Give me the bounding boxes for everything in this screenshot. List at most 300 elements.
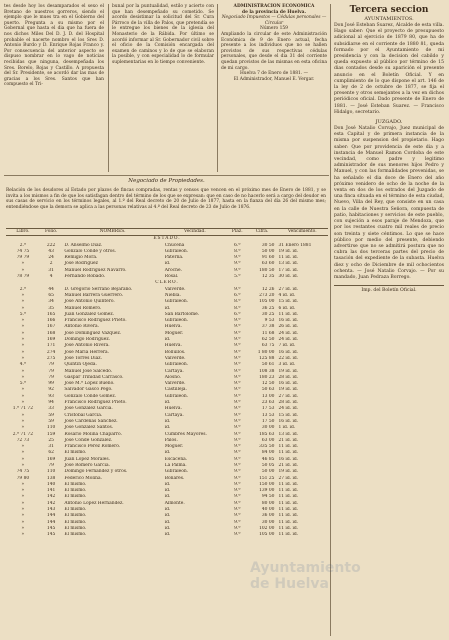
table-cell: 9.ª — [234, 507, 241, 513]
table-cell: Cumbres Mayores. — [164, 431, 207, 437]
table-cell: 9.ª — [234, 513, 241, 519]
table-cell: 1 id. id. — [278, 425, 296, 431]
table-cell: 11 id. id. — [278, 255, 299, 261]
table-cell: 9.ª — [234, 425, 241, 431]
table-cell: 8.ª — [234, 305, 241, 311]
table-header-cell: Cifra. — [248, 229, 277, 236]
table-cell: 171 — [46, 343, 56, 349]
table-cell: » — [21, 519, 25, 525]
table-cell: 11 id. id. — [278, 481, 299, 487]
table-cell: 274 — [46, 349, 56, 355]
table-cell: 27 id. id. — [278, 475, 299, 481]
table-cell: 59 — [48, 412, 54, 418]
table-header-row — [6, 229, 328, 236]
table-cell: 9.ª — [234, 469, 241, 475]
table-cell: 17 50 — [261, 418, 275, 424]
table-cell: 79 79 — [16, 255, 30, 261]
table-cell: 33 — [48, 406, 54, 412]
table-cell: Rosario Molina Chaparro. — [64, 431, 122, 437]
table-cell: 94 — [48, 400, 54, 406]
table-row — [6, 324, 328, 330]
table-cell: Gibraleón. — [164, 469, 189, 475]
table-cell: 13 id. id. — [278, 431, 299, 437]
table-cell: Valverde. — [164, 381, 186, 387]
table-cell: 11 id. id. — [278, 507, 299, 513]
table-cell: El mismo. — [64, 519, 87, 525]
table-cell: Francisco Rodriguez Prieto. — [64, 318, 127, 324]
table-cell: id. — [164, 305, 171, 311]
table-cell: 65 — [48, 292, 54, 298]
table-cell: 31 Enero 1881 — [278, 242, 312, 248]
table-cell: 110 — [46, 425, 56, 431]
table-cell: Niebla. — [164, 292, 181, 298]
table-cell: 168 — [46, 330, 56, 336]
table-cell: 27 id. id. — [278, 393, 299, 399]
table-cell: » — [21, 444, 25, 450]
table-cell: 11 68 — [261, 330, 275, 336]
table-cell: id. — [164, 400, 171, 406]
table-cell: 36 25 — [261, 305, 275, 311]
table-cell: 9.ª — [234, 255, 241, 261]
table-cell: Huelva. — [164, 324, 182, 330]
table-cell: 2.ª 71 72 — [12, 431, 34, 437]
table-cell: Domingo Rodriguez. — [64, 337, 111, 343]
table-cell: Gibraleón. — [164, 362, 189, 368]
table-cell: 50 61 — [261, 362, 275, 368]
table-cell: San Bartolomé. — [164, 311, 200, 317]
table-cell: 9.ª — [234, 330, 241, 336]
imprint-footer: Imp. del Boletín Oficial. — [334, 285, 444, 294]
table-cell: 335 50 — [259, 444, 275, 450]
table-cell: Palos. — [164, 437, 178, 443]
table-cell: 30 25 — [261, 311, 275, 317]
table-cell: Gonzalo Conde Gomez. — [64, 393, 117, 399]
table-cell: 9.ª — [234, 494, 241, 500]
table-cell: 166 — [46, 318, 56, 324]
table-cell: 13 00 — [261, 393, 275, 399]
table-cell: 13 53 — [261, 412, 275, 418]
table-cell: 15 id. id. — [278, 412, 299, 418]
table-cell: José Conde Gonzalez. — [64, 437, 113, 443]
table-cell: Bollullos. — [164, 349, 186, 355]
table-cell: Francisco Perez Romero. — [64, 444, 121, 450]
table-cell: 108 38 — [259, 368, 275, 374]
table-cell: José Antonio Rivera. — [64, 343, 110, 349]
table-cell: 28 id. id. — [278, 374, 299, 380]
table-cell: Moguer. — [164, 330, 184, 336]
negociado-intro: Relación de los deudores al Estado por plazos de fincas compradas, rentas y censos que vencen en el próximo mes de Enero de 1881, y se invita a los mismos a fin de que los satisfagan dentro del término de los que se expresan: que en caso de no hacerlo será a cargo del deudor en sus casas de servicio en los términos legales, al 1.º del Real decreto de 20 de Julio de 1877, hasta en la fianza del día 26 del mismo mes; entendiéndose que la demora se aplica a las personas relativas al 4.º del Real decreto de 23 de Julio de 1876. — [6, 188, 326, 210]
table-cell: Alosno. — [164, 374, 182, 380]
table-cell: 79 — [48, 362, 54, 368]
table-cell: » — [21, 292, 25, 298]
table-cell: 9.ª — [234, 337, 241, 343]
table-cell: 1.ª 71 72 — [12, 406, 34, 412]
table-cell: 3 id. id. — [278, 362, 296, 368]
table-cell: José M.ª López Bueno. — [64, 381, 115, 387]
table-cell: 11 id. id. — [278, 519, 299, 525]
table-cell: 4 id. id. — [278, 292, 296, 298]
notice-heading-2: de la provincia de Huelva. — [242, 9, 306, 15]
table-cell: 275 — [46, 355, 56, 361]
table-cell: 9.ª — [234, 456, 241, 462]
table-cell: id. — [164, 425, 171, 431]
table-cell: 19 id. id. — [278, 387, 299, 393]
table-cell: 25 — [48, 437, 54, 443]
table-cell: 273 20 — [259, 292, 275, 298]
table-cell: 40 00 — [261, 507, 275, 513]
table-cell: » — [21, 456, 25, 462]
table-row — [6, 243, 328, 249]
table-cell: El mismo. — [64, 532, 87, 538]
table-cell: 5.ª — [19, 381, 27, 387]
table-cell: Castilleja. — [164, 387, 187, 393]
table-cell: 27 id. id. — [278, 286, 299, 292]
table-cell: 222 — [46, 242, 56, 248]
table-cell: » — [21, 488, 25, 494]
table-cell: 8.ª — [234, 299, 241, 305]
table-cell: Moguer. — [164, 444, 184, 450]
table-cell: 9.ª — [234, 406, 241, 412]
table-cell: » — [21, 337, 25, 343]
table-cell: José Romero García. — [64, 462, 111, 468]
table-cell: » — [21, 343, 25, 349]
table-cell: 44 — [48, 286, 54, 292]
table-cell: Juan Gonzalez Gomez. — [64, 311, 115, 317]
table-cell: 12 26 — [261, 286, 275, 292]
table-cell: 9.ª — [234, 481, 241, 487]
table-cell: » — [21, 500, 25, 506]
table-cell: 99 — [48, 381, 54, 387]
table-header-cell: Folio. — [40, 229, 63, 236]
table-cell: 11 id. id. — [278, 311, 299, 317]
table-cell: » — [21, 387, 25, 393]
table-cell: 140 — [46, 481, 56, 487]
table-cell: 6.ª — [234, 242, 241, 248]
table-cell: 63 75 — [261, 343, 275, 349]
table-cell: Salvador Gasco Pego. — [64, 387, 113, 393]
table-cell: 9.ª — [234, 525, 241, 531]
table-cell: 23 63 — [261, 400, 275, 406]
table-cell: El mismo. — [64, 507, 87, 513]
table-cell: » — [21, 494, 25, 500]
table-cell: 19 id. id. — [278, 469, 299, 475]
ayuntamiento-notice: Don José Esteban Suarez, Alcalde de esta villa. Hago saber: Que el proyecto de presupuesto adicional al ejercicio de 1879 80, que ha de subsidiarse en el corriente de 1880 81, queda formado por el Ayuntamiento de mi presidencia y con la decision del cabildo y queda expuesto al público por término de 15 dias contados desde su aparición el presente anuncio en el Boletín Oficial. Y en cumplimiento de lo que dispone el art. 146 de la ley de 2 de octubre de 1877, se fija el presente y otros semejantes a la vez en dichos periódicos oficial. Dado presente de Enero de 1881. — José Esteban Suarez. — Francisco Hidalgo, secretario. — [334, 23, 444, 115]
table-cell: » — [21, 261, 25, 267]
table-cell: 138 — [46, 475, 56, 481]
table-cell: id. — [164, 513, 171, 519]
table-cell: id. — [164, 507, 171, 513]
notice-sign-name: El Administrador, Manuel E. Vergar. — [233, 76, 315, 82]
table-cell: 110 — [46, 469, 56, 475]
table-cell: José Gonzalez Santos. — [64, 425, 114, 431]
table-cell: Gonzalo Conde y otros. — [64, 248, 117, 254]
table-cell: 125 88 — [259, 355, 275, 361]
tercera-seccion-column — [334, 4, 444, 294]
table-cell: 143 — [46, 507, 56, 513]
table-cell: 62 50 — [261, 337, 275, 343]
table-cell: El mismo. — [64, 488, 87, 494]
table-cell: 9.ª — [234, 400, 241, 406]
table-cell: 9.ª — [234, 500, 241, 506]
deudores-table — [6, 228, 328, 539]
table-cell: » — [21, 450, 25, 456]
table-cell: 145 — [46, 525, 56, 531]
table-cell: 9.ª — [234, 368, 241, 374]
table-cell: 31 — [48, 267, 54, 273]
table-cell: 180 23 — [259, 374, 275, 380]
table-row — [6, 476, 328, 482]
table-cell: 79 — [48, 462, 54, 468]
table-cell: 180 50 — [259, 267, 275, 273]
table-cell: 169 — [46, 337, 56, 343]
table-cell: 9.ª — [234, 462, 241, 468]
table-cell: » — [21, 349, 25, 355]
table-cell: » — [21, 368, 25, 374]
table-cell: Huelva. — [164, 406, 182, 412]
table-cell: 24 id. id. — [278, 406, 299, 412]
table-cell: 31 — [48, 444, 54, 450]
table-cell: » — [21, 481, 25, 487]
table-cell: José Torres Diaz. — [64, 355, 102, 361]
table-cell: Jose Rodriguez — [64, 261, 98, 267]
table-cell: El mismo. — [64, 481, 87, 487]
table-cell: 11 id. id. — [278, 444, 299, 450]
table-cell: José Antonio Quintero. — [64, 299, 115, 305]
table-cell: 21 id. id. — [278, 462, 299, 468]
table-cell: 12 35 — [261, 274, 275, 280]
table-header-cell: Vecindad. — [163, 229, 227, 236]
table-cell: » — [21, 330, 25, 336]
table-cell: Gibraleón. — [164, 299, 189, 305]
table-cell: José María Herrera. — [64, 349, 110, 355]
table-cell: 72 73 — [16, 437, 30, 443]
table-cell: 80 00 — [261, 500, 275, 506]
table-cell: » — [21, 305, 25, 311]
table-cell: Remigio Mora. — [64, 255, 98, 261]
table-cell: El mismo. — [64, 525, 87, 531]
notice-sign-date: Huelva 7 de Enero de 1881. — — [239, 71, 309, 77]
table-cell: Cartaya. — [164, 412, 184, 418]
table-cell: » — [21, 393, 25, 399]
table-cell: 36 00 — [261, 513, 275, 519]
table-cell: Gibraleón. — [164, 248, 189, 254]
administracion-notice — [221, 4, 327, 82]
table-cell: 11 id. id. — [278, 525, 299, 531]
table-cell: Manuel Barrera Guerrero. — [64, 292, 124, 298]
table-cell: 9.ª — [234, 393, 241, 399]
table-cell: 9.ª — [234, 387, 241, 393]
table-cell: 24 id. id. — [278, 337, 299, 343]
table-cell: 9.ª — [234, 488, 241, 494]
table-cell: 94 50 — [261, 494, 275, 500]
table-cell: 144 — [46, 513, 56, 519]
table-cell: 11 id. id. — [278, 494, 299, 500]
table-header-cell: NOMBRES. — [62, 229, 162, 236]
table-cell: 16 id. id. — [278, 418, 299, 424]
table-cell: 105 00 — [259, 532, 275, 538]
table-cell: 16 id. id. — [278, 318, 299, 324]
table-cell: Manuel Rodriguez Navarro. — [64, 267, 127, 273]
table-cell: Fernando Robado. — [64, 274, 106, 280]
table-cell: 17 id. id. — [278, 267, 299, 273]
table-section-title: CLERO. — [155, 280, 179, 286]
table-cell: 74 75 — [16, 469, 30, 475]
table-cell: Manuel José Salcedo. — [64, 368, 113, 374]
column-divider — [108, 4, 109, 172]
table-cell: » — [21, 324, 25, 330]
table-header-cell: Plaz. — [227, 229, 247, 236]
table-cell: El mismo. — [64, 450, 87, 456]
table-cell: 2 — [49, 261, 53, 267]
table-cell: 93 — [48, 393, 54, 399]
table-cell: Almonte. — [164, 500, 185, 506]
table-cell: 145 — [46, 532, 56, 538]
table-cell: 102 00 — [259, 525, 275, 531]
table-cell: Federico Molina. — [64, 475, 103, 481]
table-cell: » — [21, 400, 25, 406]
table-cell: 30 50 — [261, 242, 275, 248]
table-cell: Juan Lopez Morales. — [64, 456, 111, 462]
table-section-row — [6, 236, 328, 243]
table-cell: 30 id. id. — [278, 274, 299, 280]
table-cell: 7 id. id. — [278, 343, 296, 349]
table-cell: Domingo Fernandez y otros. — [64, 469, 128, 475]
table-cell: 26 id. id. — [278, 324, 299, 330]
table-cell: 9.ª — [234, 437, 241, 443]
table-cell: 9.ª — [234, 349, 241, 355]
table-cell: 11 id. id. — [278, 488, 299, 494]
column-1-text: tes desde hoy los desamparados el sexo el Bretano de nuestros gorreros, siendo el ejemplo que le mues tra en el Gobierno del puerto. Pregunta a su mismo por el Gobernal que hasta el dia que ha fuera de nos dichos Miles Del D. J. D. del Hospital probable el nacerte nombro el los Sres D. Antonio Burdo y D. Enrique Rojas Franco y. Por consecuencia del anterior aspecto se dispuso nombrar en lo vago de noticias recibidas que ninguna, desempeñada los Sres. Borelo, Rojas y Castillo. A propuesta del Sr. Presidente, se acordó dar las mas de gracias a los Sres. Santos que han compuesto el Tri- — [4, 4, 104, 88]
table-cell: 151 25 — [259, 475, 275, 481]
table-cell: Gibraleón. — [164, 393, 189, 399]
table-cell: id. — [164, 261, 171, 267]
table-cell: 50 63 — [261, 387, 275, 393]
table-cell: id. — [164, 488, 171, 494]
table-cell: 24 — [48, 255, 54, 261]
juzgado-notice: Don José Natalio Corvajo, Juez municipal de esta Capital y de primera instancia de la misma por suspension del propietario. Hago saber: Que por providencia de este dia y a instancia de Manuel Ramon Cordoba de este vecindad, como padre y legitimo administrador de sus menores hijos Pedro y Manuel, y con las formalidades prevenidas, se ha señalado el dia doce de Enero del año próximo venidero de ocho de la noche de la venta en dos de los estrados del Juzgado de una finca situada en el término de esta ciudad, Nuevo, Villa del Rey, que consiste en un casa en la calle de Nuestra Señora, compuesta de patio, habitaciones y servicios de este pueblo, con sujeción a esos paraje de Mendoza, que por los restantes cuatro mil reales de precio son treinta y siete céntimos. Lo que se hace público por medio del presente, debiendo advertirse que no se admitirá postura que no cubra las dos terceras partes del precio de tasación del expediente de la subasta. Huelva diez y ocho de Diciembre de mil ochocientos ochenta. — José Natalio Corvajo. — Por su mandado, Juan Pedraza Borrego. — [334, 126, 444, 280]
table-cell: id. — [164, 525, 171, 531]
table-cell: 34 — [48, 299, 54, 305]
table-cell: 22 id. id. — [278, 355, 299, 361]
table-cell: 9.ª — [234, 444, 241, 450]
table-row — [6, 532, 328, 538]
table-cell: 9.ª — [234, 362, 241, 368]
table-cell: 169 — [46, 456, 56, 462]
table-cell: D. Anselmo Diaz. — [64, 242, 103, 248]
table-cell: 30 00 — [261, 519, 275, 525]
table-cell: 6.ª — [234, 292, 241, 298]
table-cell: id. — [164, 418, 171, 424]
table-cell: id. — [164, 450, 171, 456]
table-cell: 79 80 — [16, 475, 30, 481]
table-cell: 9.ª — [234, 324, 241, 330]
section-subtitle: AYUNTAMIENTOS. — [364, 16, 414, 22]
table-cell: 9.ª — [234, 355, 241, 361]
table-cell: » — [21, 532, 25, 538]
table-cell: » — [21, 507, 25, 513]
table-cell: 1 80 00 — [257, 349, 275, 355]
table-cell: 78 79 — [16, 274, 30, 280]
table-cell: id. — [164, 532, 171, 538]
table-cell: El mismo. — [64, 494, 87, 500]
table-cell: Chucena — [164, 242, 185, 248]
table-cell: 144 — [46, 519, 56, 525]
table-cell: 9.ª — [234, 519, 241, 525]
table-cell: 19 id. id. — [278, 248, 299, 254]
table-cell: Cristóbal Garcia. — [64, 412, 103, 418]
table-cell: 9.ª — [234, 412, 241, 418]
table-cell: Quintín Ojeda. — [64, 362, 97, 368]
table-cell: 43 — [48, 248, 54, 254]
table-cell: 62 — [48, 450, 54, 456]
table-cell: José Gonzalez Garcia. — [64, 406, 113, 412]
table-cell: 139 00 — [259, 488, 275, 494]
table-cell: 11 id. id. — [278, 513, 299, 519]
notice-heading-3: Negociado Impuestos — Cédulas personales — Circular — [221, 15, 327, 26]
table-cell: 9.ª — [234, 343, 241, 349]
table-header-cell: Vencimiento. — [276, 229, 328, 236]
section-rule — [4, 175, 329, 176]
table-cell: 141 — [46, 488, 56, 494]
table-cell: José Cardenas Sánchez. — [64, 418, 118, 424]
table-cell: 9.ª — [234, 418, 241, 424]
table-cell: 17 53 — [261, 406, 275, 412]
table-row — [6, 350, 328, 356]
table-cell: 105 00 — [259, 299, 275, 305]
table-cell: 8.ª — [234, 248, 241, 254]
table-cell: 11 id. id. — [278, 532, 299, 538]
table-cell: 9.ª — [234, 475, 241, 481]
table-cell: Paterna. — [164, 255, 184, 261]
table-cell: » — [21, 425, 25, 431]
table-header-cell: Libro. — [6, 229, 40, 236]
table-cell: 9.ª — [234, 381, 241, 387]
table-cell: » — [21, 374, 25, 380]
table-cell: 16 id. id. — [278, 381, 299, 387]
table-cell: Gaspar Trinidad Carrasco. — [64, 374, 124, 380]
notice-body: Ampliando la circular de este Administración Económica de 9 de Enero actual, fecha presente a los individuos que no se hallen provistos de sus respectivas cédulas personales, que desde el dia 31 del corriente quedan provistos de las mismas en esta oficina de mi cargo. — [221, 31, 327, 71]
table-cell: 15 id. id. — [278, 299, 299, 305]
table-cell: La Palma. — [164, 462, 187, 468]
section-title: Tercera seccion — [349, 5, 429, 15]
table-cell: 9.ª — [234, 374, 241, 380]
table-cell: 2.ª — [19, 242, 27, 248]
table-cell: 167 — [46, 324, 56, 330]
table-cell: 4 — [49, 274, 53, 280]
table-cell: id. — [164, 519, 171, 525]
table-cell: 185 63 — [259, 431, 275, 437]
table-cell: 24 id. id. — [278, 330, 299, 336]
table-cell: 2.ª — [19, 286, 27, 292]
table-cell: » — [21, 462, 25, 468]
table-cell: » — [21, 318, 25, 324]
table-cell: 50 00 — [261, 469, 275, 475]
table-cell: Huelva. — [164, 343, 182, 349]
table-cell: » — [21, 525, 25, 531]
table-cell: 12 50 — [261, 381, 275, 387]
table-cell: Rosal. — [164, 274, 179, 280]
table-cell: 165 — [46, 311, 56, 317]
watermark-stamp: Ayuntamiento de Huelva — [250, 560, 361, 592]
table-row — [6, 494, 328, 500]
table-row — [6, 343, 328, 349]
table-cell: id. — [164, 481, 171, 487]
table-cell: 9.ª — [234, 450, 241, 456]
table-cell: 11 id. id. — [278, 450, 299, 456]
table-cell: 9.ª — [234, 431, 241, 437]
column-divider — [330, 4, 331, 636]
table-cell: 11 id. id. — [278, 500, 299, 506]
